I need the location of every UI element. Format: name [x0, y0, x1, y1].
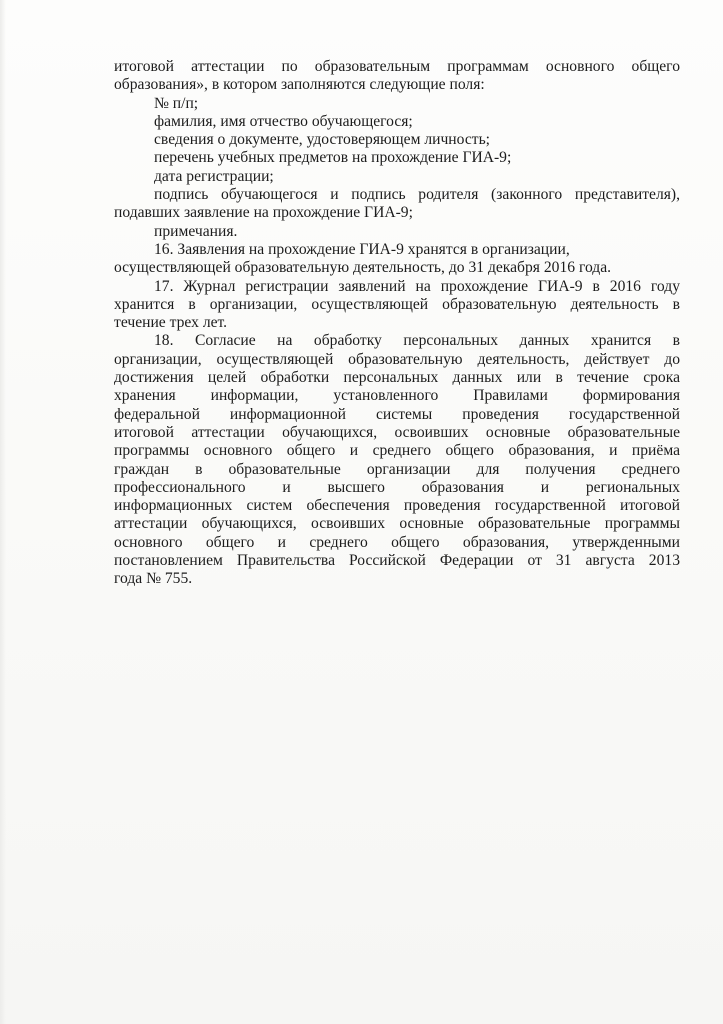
text-line: программы основного общего и среднего общего образования, и приёма	[114, 442, 680, 460]
text-line: фамилия, имя отчество обучающегося;	[154, 112, 413, 130]
text-line: дата регистрации;	[154, 167, 274, 185]
text-line: 16. Заявления на прохождение ГИА-9 хранятся в организации,	[154, 240, 570, 258]
text-line: информационных систем обеспечения проведения государственной итоговой	[114, 497, 680, 515]
text-line: осуществляющей образовательную деятельность, до 31 декабря 2016 года.	[114, 259, 612, 277]
text-line: итоговой аттестации обучающихся, освоивших основные образовательные	[114, 423, 680, 441]
text-line: основного общего и среднего общего образования, утвержденными	[114, 533, 680, 551]
text-line: примечания.	[154, 222, 238, 240]
text-line: хранения информации, установленного Правилами формирования	[114, 387, 680, 405]
scan-edge-shadow	[0, 0, 6, 1024]
text-line: достижения целей обработки персональных данных или в течение срока	[114, 369, 680, 387]
text-line: организации, осуществляющей образовательную деятельность, действует до	[114, 350, 680, 368]
text-line: итоговой аттестации по образовательным программам основного общего	[114, 58, 680, 75]
text-line: граждан в образовательные организации для получения среднего	[114, 460, 680, 478]
text-line: 17. Журнал регистрации заявлений на прохождение ГИА-9 в 2016 году	[154, 277, 680, 295]
text-line: № п/п;	[154, 94, 199, 112]
text-line: перечень учебных предметов на прохождение ГИА-9;	[154, 149, 512, 167]
text-line: 18. Согласие на обработку персональных данных хранится в	[154, 332, 680, 350]
text-line: подпись обучающегося и подпись родителя (законного представителя),	[154, 186, 680, 204]
text-line: профессионального и высшего образования и региональных	[114, 478, 680, 496]
text-line: хранится в организации, осуществляющей образовательную деятельность в	[114, 295, 680, 313]
text-line: сведения о документе, удостоверяющем личность;	[154, 131, 491, 149]
text-line: постановлением Правительства Российской Федерации от 31 августа 2013	[114, 552, 680, 570]
text-line: федеральной информационной системы проведения государственной	[114, 405, 680, 423]
text-line: аттестации обучающихся, освоивших основные образовательные программы	[114, 515, 680, 533]
text-line: образования», в котором заполняются следующие поля:	[114, 76, 485, 94]
document-body	[114, 58, 680, 589]
text-line: течение трех лет.	[114, 314, 228, 332]
text-line: года № 755.	[114, 570, 193, 588]
text-line: подавших заявление на прохождение ГИА-9;	[114, 204, 413, 222]
